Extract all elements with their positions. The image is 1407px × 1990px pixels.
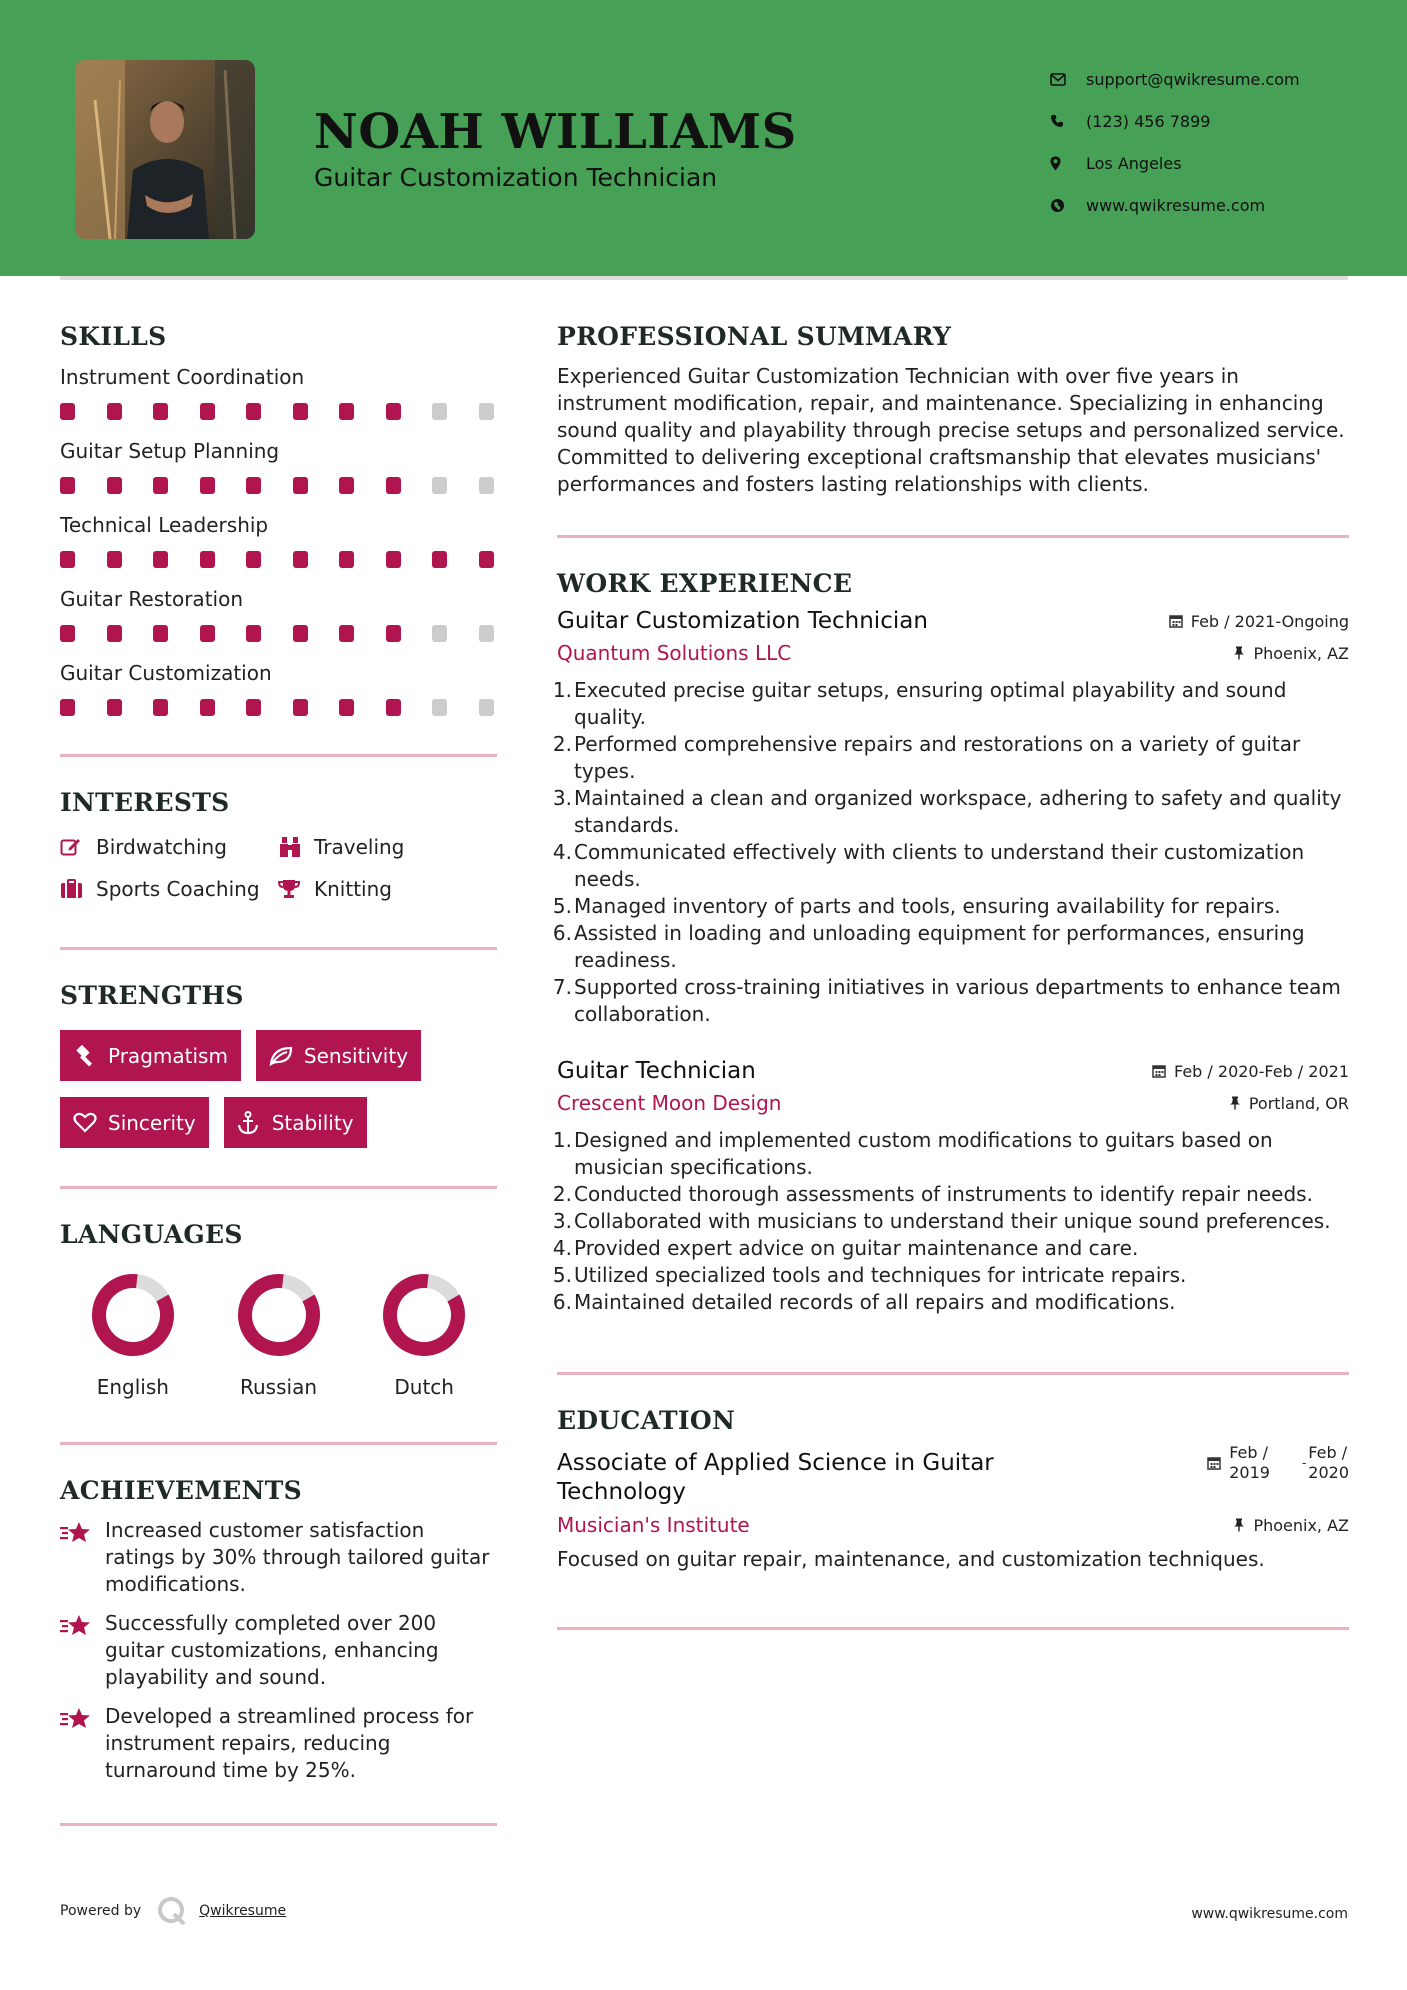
star-icon <box>60 1610 105 1691</box>
language-ring <box>382 1273 466 1357</box>
heart-icon <box>73 1112 108 1133</box>
job-company: Quantum Solutions LLC <box>557 641 792 665</box>
section-divider <box>60 1823 497 1826</box>
job-location <box>1233 644 1349 663</box>
strength-label: Pragmatism <box>108 1043 228 1068</box>
education-dates <box>1207 1443 1349 1507</box>
degree-line: Associate of Applied Science in Guitar <box>557 1450 994 1476</box>
education-title: EDUCATION <box>557 1406 736 1435</box>
achievement-item <box>60 1703 497 1784</box>
job-dates <box>1169 612 1349 631</box>
header-divider <box>60 276 1348 280</box>
candidate-role: Guitar Customization Technician <box>314 163 718 192</box>
trophy-icon <box>278 879 314 899</box>
education-degree <box>557 1449 994 1507</box>
section-divider <box>557 1627 1349 1630</box>
skill-rating <box>60 699 497 721</box>
globe-icon <box>1050 198 1086 213</box>
job-company: Crescent Moon Design <box>557 1091 782 1115</box>
skill-rating <box>60 477 497 499</box>
achievements-title: ACHIEVEMENTS <box>60 1476 302 1505</box>
skill-dot <box>386 403 401 420</box>
skill-dot <box>200 477 215 494</box>
degree-line: Technology <box>557 1479 686 1505</box>
skill-dot <box>200 625 215 642</box>
job-head <box>557 1058 1349 1084</box>
leaf-icon <box>269 1046 304 1066</box>
job-bullet: Supported cross-training initiatives in various departments to enhance team collaboration. <box>574 975 1341 1026</box>
interest-label: Knitting <box>314 877 392 901</box>
job-bullets <box>557 677 1349 1028</box>
interest-item <box>60 835 278 859</box>
languages-list <box>60 1273 497 1399</box>
job-entry <box>557 1058 1349 1316</box>
job-head <box>557 608 1349 634</box>
job-location-text: Portland, OR <box>1248 1093 1349 1113</box>
job-bullet: Designed and implemented custom modifications to guitars based on musician specifications. <box>574 1128 1273 1179</box>
strength-tag <box>60 1097 209 1148</box>
achievement-text: Developed a streamlined process for instrument repairs, reducing turnaround time by 25%. <box>105 1704 474 1782</box>
language-item <box>206 1273 352 1399</box>
skill-dot <box>200 403 215 420</box>
section-divider <box>557 1372 1349 1375</box>
calendar-icon <box>1207 1455 1221 1475</box>
skill-dot <box>60 625 75 642</box>
star-icon <box>60 1703 105 1784</box>
skill-dot <box>386 551 401 568</box>
job-entry <box>557 608 1349 1028</box>
job-bullet: Assisted in loading and unloading equipment for performances, ensuring readiness. <box>574 921 1305 972</box>
binoculars-icon <box>278 836 314 858</box>
achievements-list <box>60 1517 497 1784</box>
skill-dot <box>386 625 401 642</box>
education-head <box>557 1443 1349 1507</box>
skill-dot <box>339 699 354 716</box>
contact-email-text: support@qwikresume.com <box>1086 69 1300 89</box>
interest-label: Sports Coaching <box>96 877 260 901</box>
education-description: Focused on guitar repair, maintenance, and customization techniques. <box>557 1547 1265 1571</box>
contact-website[interactable] <box>1050 184 1300 226</box>
section-divider <box>60 1186 497 1189</box>
summary-text: Experienced Guitar Customization Technician with over five years in instrument modification, repair, and maintenance. Specializing in enhancing sound quality and playability through precise setups and personalized service. Committed to delivering exceptional craftsmanship that elevates musicians' performances and fosters lasting relationships with clients. <box>557 364 1345 496</box>
skill-dot <box>246 403 261 420</box>
interest-item <box>278 835 478 859</box>
strength-label: Sensitivity <box>303 1043 409 1068</box>
achievement-item <box>60 1610 497 1691</box>
contact-website-text: www.qwikresume.com <box>1086 195 1266 215</box>
summary-title: PROFESSIONAL SUMMARY <box>557 322 952 351</box>
gavel-icon <box>73 1045 108 1067</box>
skill-dot <box>60 477 75 494</box>
skill-dot <box>339 477 354 494</box>
brand-link[interactable]: Qwikresume <box>199 1903 287 1919</box>
job-bullet: Performed comprehensive repairs and restorations on a variety of guitar types. <box>574 732 1301 783</box>
achievement-text: Increased customer satisfaction ratings by 30% through tailored guitar modifications. <box>105 1518 490 1596</box>
skill-dot <box>479 699 494 716</box>
edit-icon <box>60 837 96 857</box>
language-name: Russian <box>240 1375 318 1399</box>
job-location-text: Phoenix, AZ <box>1253 643 1349 663</box>
interest-item <box>278 877 478 901</box>
experience-list <box>557 608 1349 1316</box>
languages-title: LANGUAGES <box>60 1220 243 1249</box>
date-part: Feb / <box>1229 1443 1269 1462</box>
language-ring <box>237 1273 321 1357</box>
skill-dot <box>479 625 494 642</box>
candidate-name: NOAH WILLIAMS <box>314 104 797 160</box>
skill-name: Guitar Restoration <box>60 587 243 611</box>
job-title: Guitar Customization Technician <box>557 608 928 634</box>
skill-dot <box>479 403 494 420</box>
skill-dot <box>246 625 261 642</box>
skill-dot <box>432 403 447 420</box>
interest-label: Birdwatching <box>96 835 227 859</box>
location-text: Phoenix, AZ <box>1253 1515 1349 1535</box>
skill-dot <box>153 403 168 420</box>
skill-dot <box>246 477 261 494</box>
skill-dot <box>60 551 75 568</box>
skill-dot <box>107 699 122 716</box>
job-bullet: Communicated effectively with clients to understand their customization needs. <box>574 840 1305 891</box>
strength-tag <box>60 1030 241 1081</box>
job-bullet: Maintained a clean and organized workspace, adhering to safety and quality standards. <box>574 786 1342 837</box>
interests-title: INTERESTS <box>60 788 230 817</box>
section-divider <box>557 535 1349 538</box>
skill-dot <box>293 699 308 716</box>
skill-dot <box>293 625 308 642</box>
envelope-icon <box>1050 73 1086 86</box>
briefcase-icon <box>60 879 96 899</box>
language-item <box>60 1273 206 1399</box>
job-dates-text: Feb / 2021-Ongoing <box>1190 611 1349 631</box>
section-divider <box>60 1442 497 1445</box>
education-start-date <box>1229 1443 1270 1483</box>
language-item <box>351 1273 497 1399</box>
achievement-text: Successfully completed over 200 guitar customizations, enhancing playability and sound. <box>105 1611 439 1689</box>
job-bullet: Maintained detailed records of all repairs and modifications. <box>574 1290 1176 1314</box>
language-name: Dutch <box>394 1375 454 1399</box>
strengths-title: STRENGTHS <box>60 981 244 1010</box>
phone-icon <box>1050 114 1086 128</box>
contact-email[interactable] <box>1050 58 1300 100</box>
skill-dot <box>479 551 494 568</box>
skill-dot <box>107 403 122 420</box>
skill-dot <box>246 551 261 568</box>
contact-phone-text: (123) 456 7899 <box>1086 111 1211 131</box>
calendar-icon <box>1152 1064 1166 1078</box>
skill-dot <box>293 551 308 568</box>
skill-dot <box>432 699 447 716</box>
experience-title: WORK EXPERIENCE <box>557 569 853 598</box>
footer-powered-by <box>60 1896 286 1926</box>
language-ring <box>91 1273 175 1357</box>
education-school: Musician's Institute <box>557 1513 750 1537</box>
skill-dot <box>432 551 447 568</box>
interests-list <box>60 835 497 901</box>
strength-tag <box>256 1030 421 1081</box>
job-title: Guitar Technician <box>557 1058 756 1084</box>
job-dates-text: Feb / 2020-Feb / 2021 <box>1174 1061 1349 1081</box>
strength-label: Stability <box>271 1110 354 1135</box>
skill-dot <box>153 551 168 568</box>
date-part: 2019 <box>1229 1463 1270 1482</box>
interest-item <box>60 877 278 901</box>
education-sub <box>557 1513 1349 1537</box>
qwikresume-logo-icon <box>157 1896 187 1926</box>
skill-dot <box>153 625 168 642</box>
skill-dot <box>200 699 215 716</box>
date-part: Feb / <box>1308 1443 1348 1462</box>
anchor-icon <box>237 1111 272 1135</box>
strength-label: Sincerity <box>108 1110 196 1135</box>
skill-name: Guitar Customization <box>60 661 272 685</box>
skill-dot <box>432 625 447 642</box>
skill-rating <box>60 403 497 425</box>
skills-title: SKILLS <box>60 322 167 351</box>
contact-list <box>1050 58 1300 226</box>
skill-dot <box>386 699 401 716</box>
skill-dot <box>153 477 168 494</box>
skill-dot <box>246 699 261 716</box>
job-sub <box>557 1091 1349 1115</box>
achievement-item <box>60 1517 497 1598</box>
skill-name: Guitar Setup Planning <box>60 439 280 463</box>
job-location <box>1229 1094 1349 1113</box>
education-location <box>1233 1516 1349 1535</box>
job-bullet: Utilized specialized tools and techniques for intricate repairs. <box>574 1263 1187 1287</box>
skill-dot <box>107 477 122 494</box>
skill-dot <box>339 403 354 420</box>
skill-dot <box>432 477 447 494</box>
job-bullets <box>557 1127 1349 1316</box>
skill-dot <box>293 403 308 420</box>
job-bullet: Managed inventory of parts and tools, ensuring availability for repairs. <box>574 894 1281 918</box>
skill-dot <box>339 551 354 568</box>
strength-tag <box>224 1097 367 1148</box>
contact-phone[interactable] <box>1050 100 1300 142</box>
skill-name: Instrument Coordination <box>60 365 305 389</box>
skill-rating <box>60 551 497 573</box>
skill-dot <box>479 477 494 494</box>
skills-list <box>60 365 497 721</box>
left-column <box>60 322 497 1826</box>
strengths-list <box>60 1030 497 1148</box>
profile-photo <box>75 60 255 239</box>
footer-website[interactable]: www.qwikresume.com <box>1191 1906 1348 1922</box>
pin-icon <box>1229 1096 1241 1110</box>
job-bullet: Executed precise guitar setups, ensuring optimal playability and sound quality. <box>574 678 1287 729</box>
job-bullet: Provided expert advice on guitar maintenance and care. <box>574 1236 1139 1260</box>
date-separator: - <box>1301 1456 1307 1470</box>
contact-location <box>1050 142 1300 184</box>
skill-dot <box>60 403 75 420</box>
skill-dot <box>386 477 401 494</box>
date-part: 2020 <box>1308 1463 1349 1482</box>
map-pin-icon <box>1050 156 1086 171</box>
calendar-icon <box>1169 614 1183 628</box>
job-bullet: Collaborated with musicians to understand their unique sound preferences. <box>574 1209 1331 1233</box>
job-sub <box>557 641 1349 665</box>
job-bullet: Conducted thorough assessments of instruments to identify repair needs. <box>574 1182 1313 1206</box>
star-icon <box>60 1517 105 1598</box>
section-divider <box>60 754 497 757</box>
skill-dot <box>293 477 308 494</box>
skill-dot <box>200 551 215 568</box>
skill-name: Technical Leadership <box>60 513 269 537</box>
pin-icon <box>1233 646 1245 660</box>
skill-dot <box>107 625 122 642</box>
section-divider <box>60 947 497 950</box>
skill-rating <box>60 625 497 647</box>
education-end-date <box>1308 1443 1349 1483</box>
contact-location-text: Los Angeles <box>1086 153 1182 173</box>
language-name: English <box>96 1375 169 1399</box>
right-column <box>557 322 1349 1630</box>
skill-dot <box>339 625 354 642</box>
skill-dot <box>153 699 168 716</box>
skill-dot <box>60 699 75 716</box>
powered-by-text: Powered by <box>60 1903 142 1919</box>
skill-dot <box>107 551 122 568</box>
pin-icon <box>1233 1518 1245 1532</box>
interest-label: Traveling <box>314 835 405 859</box>
job-dates <box>1152 1062 1349 1081</box>
